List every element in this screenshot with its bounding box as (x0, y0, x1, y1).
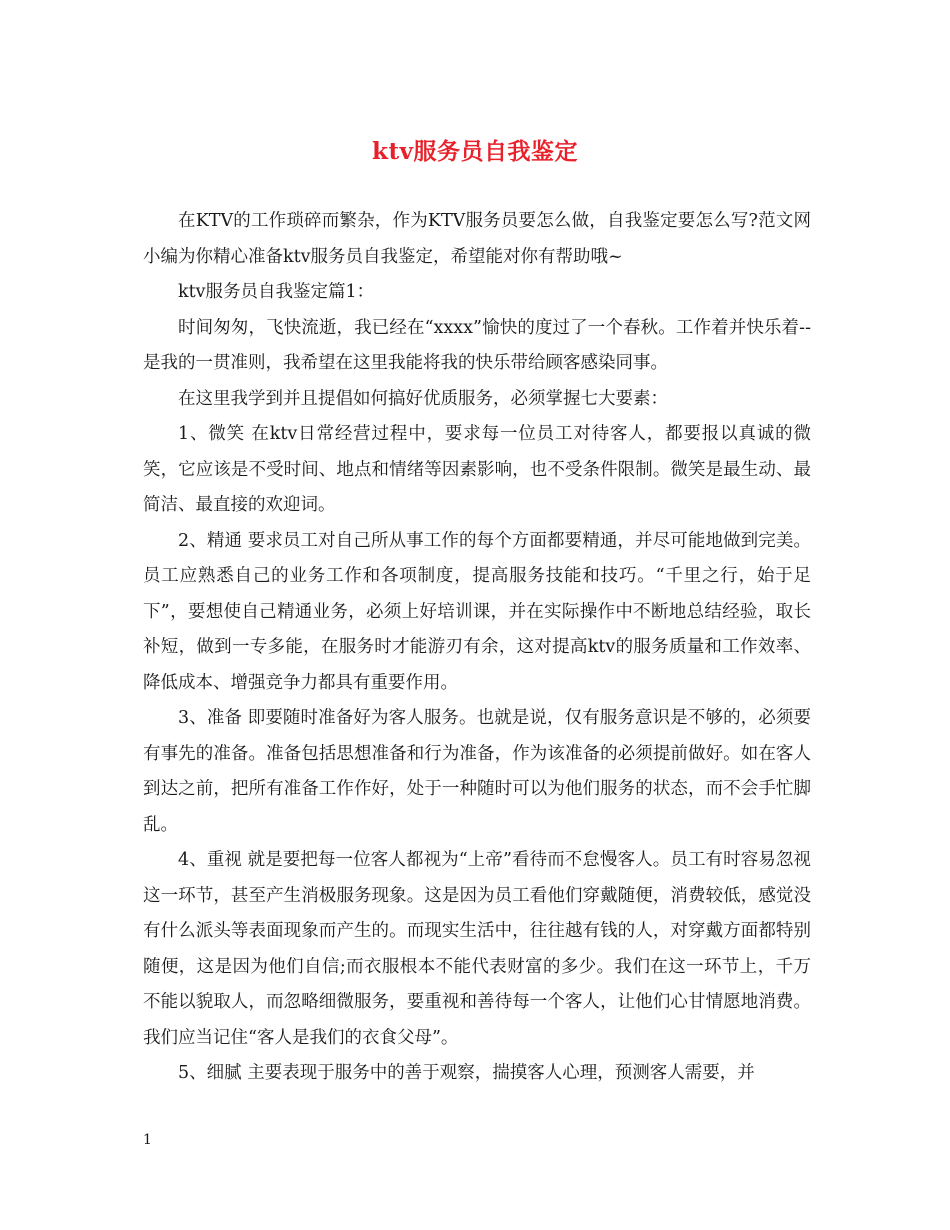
paragraph-attention: 4、重视 就是要把每一位客人都视为“上帝”看待而不怠慢客人。员工有时容易忽视这一环节，甚至产生消极服务现象。这是因为员工看他们穿戴随便，消费较低，感觉没有什么派头等表面现象而产生的。而现实生活中，往往越有钱的人，对穿戴方面都特别随便，这是因为他们自信;而衣服根本不能代表财富的多少。我们在这一环节上，千万不能以貌取人，而忽略细微服务，要重视和善待每一个客人，让他们心甘情愿地消费。我们应当记住“客人是我们的衣食父母”。 (143, 850, 811, 1048)
paragraph-proficiency: 2、精通 要求员工对自己所从事工作的每个方面都要精通，并尽可能地做到完美。员工应熟悉自己的业务工作和各项制度，提高服务技能和技巧。“千里之行，始于足下”，要想使自己精通业务，必须上好培训课，并在实际操作中不断地总结经验，取长补短，做到一专多能，在服务时才能游刃有余，这对提高ktv的服务质量和工作效率、降低成本、增强竞争力都具有重要作用。 (143, 530, 811, 693)
paragraph-intro: 在KTV的工作琐碎而繁杂，作为KTV服务员要怎么做，自我鉴定要怎么写?范文网小编为你精心准备ktv服务员自我鉴定，希望能对你有帮助哦~ (143, 211, 811, 267)
paragraph-seven-elements: 在这里我学到并且提倡如何搞好优质服务，必须掌握七大要素： (178, 388, 668, 409)
paragraph-opening: 时间匆匆，飞快流逝，我已经在“xxxx”愉快的度过了一个春秋。工作着并快乐着--是我的一贯准则，我希望在这里我能将我的快乐带给顾客感染同事。 (143, 317, 811, 373)
paragraph-section-heading: ktv服务员自我鉴定篇1： (178, 282, 375, 302)
paragraph-meticulous: 5、细腻 主要表现于服务中的善于观察，揣摸客人心理，预测客人需要，并 (178, 1063, 755, 1083)
paragraph-smile: 1、微笑 在ktv日常经营过程中，要求每一位员工对待客人，都要报以真诚的微笑，它应该是不受时间、地点和情绪等因素影响，也不受条件限制。微笑是最生动、最简洁、最直接的欢迎词。 (143, 424, 811, 515)
document-body (143, 204, 811, 1092)
document-title: ktv服务员自我鉴定 (372, 138, 578, 165)
page-number: 1 (143, 1132, 152, 1148)
paragraph-preparation: 3、准备 即要随时准备好为客人服务。也就是说，仅有服务意识是不够的，必须要有事先的准备。准备包括思想准备和行为准备，作为该准备的必须提前做好。如在客人到达之前，把所有准备工作作好，处于一种随时可以为他们服务的状态，而不会手忙脚乱。 (143, 708, 811, 835)
